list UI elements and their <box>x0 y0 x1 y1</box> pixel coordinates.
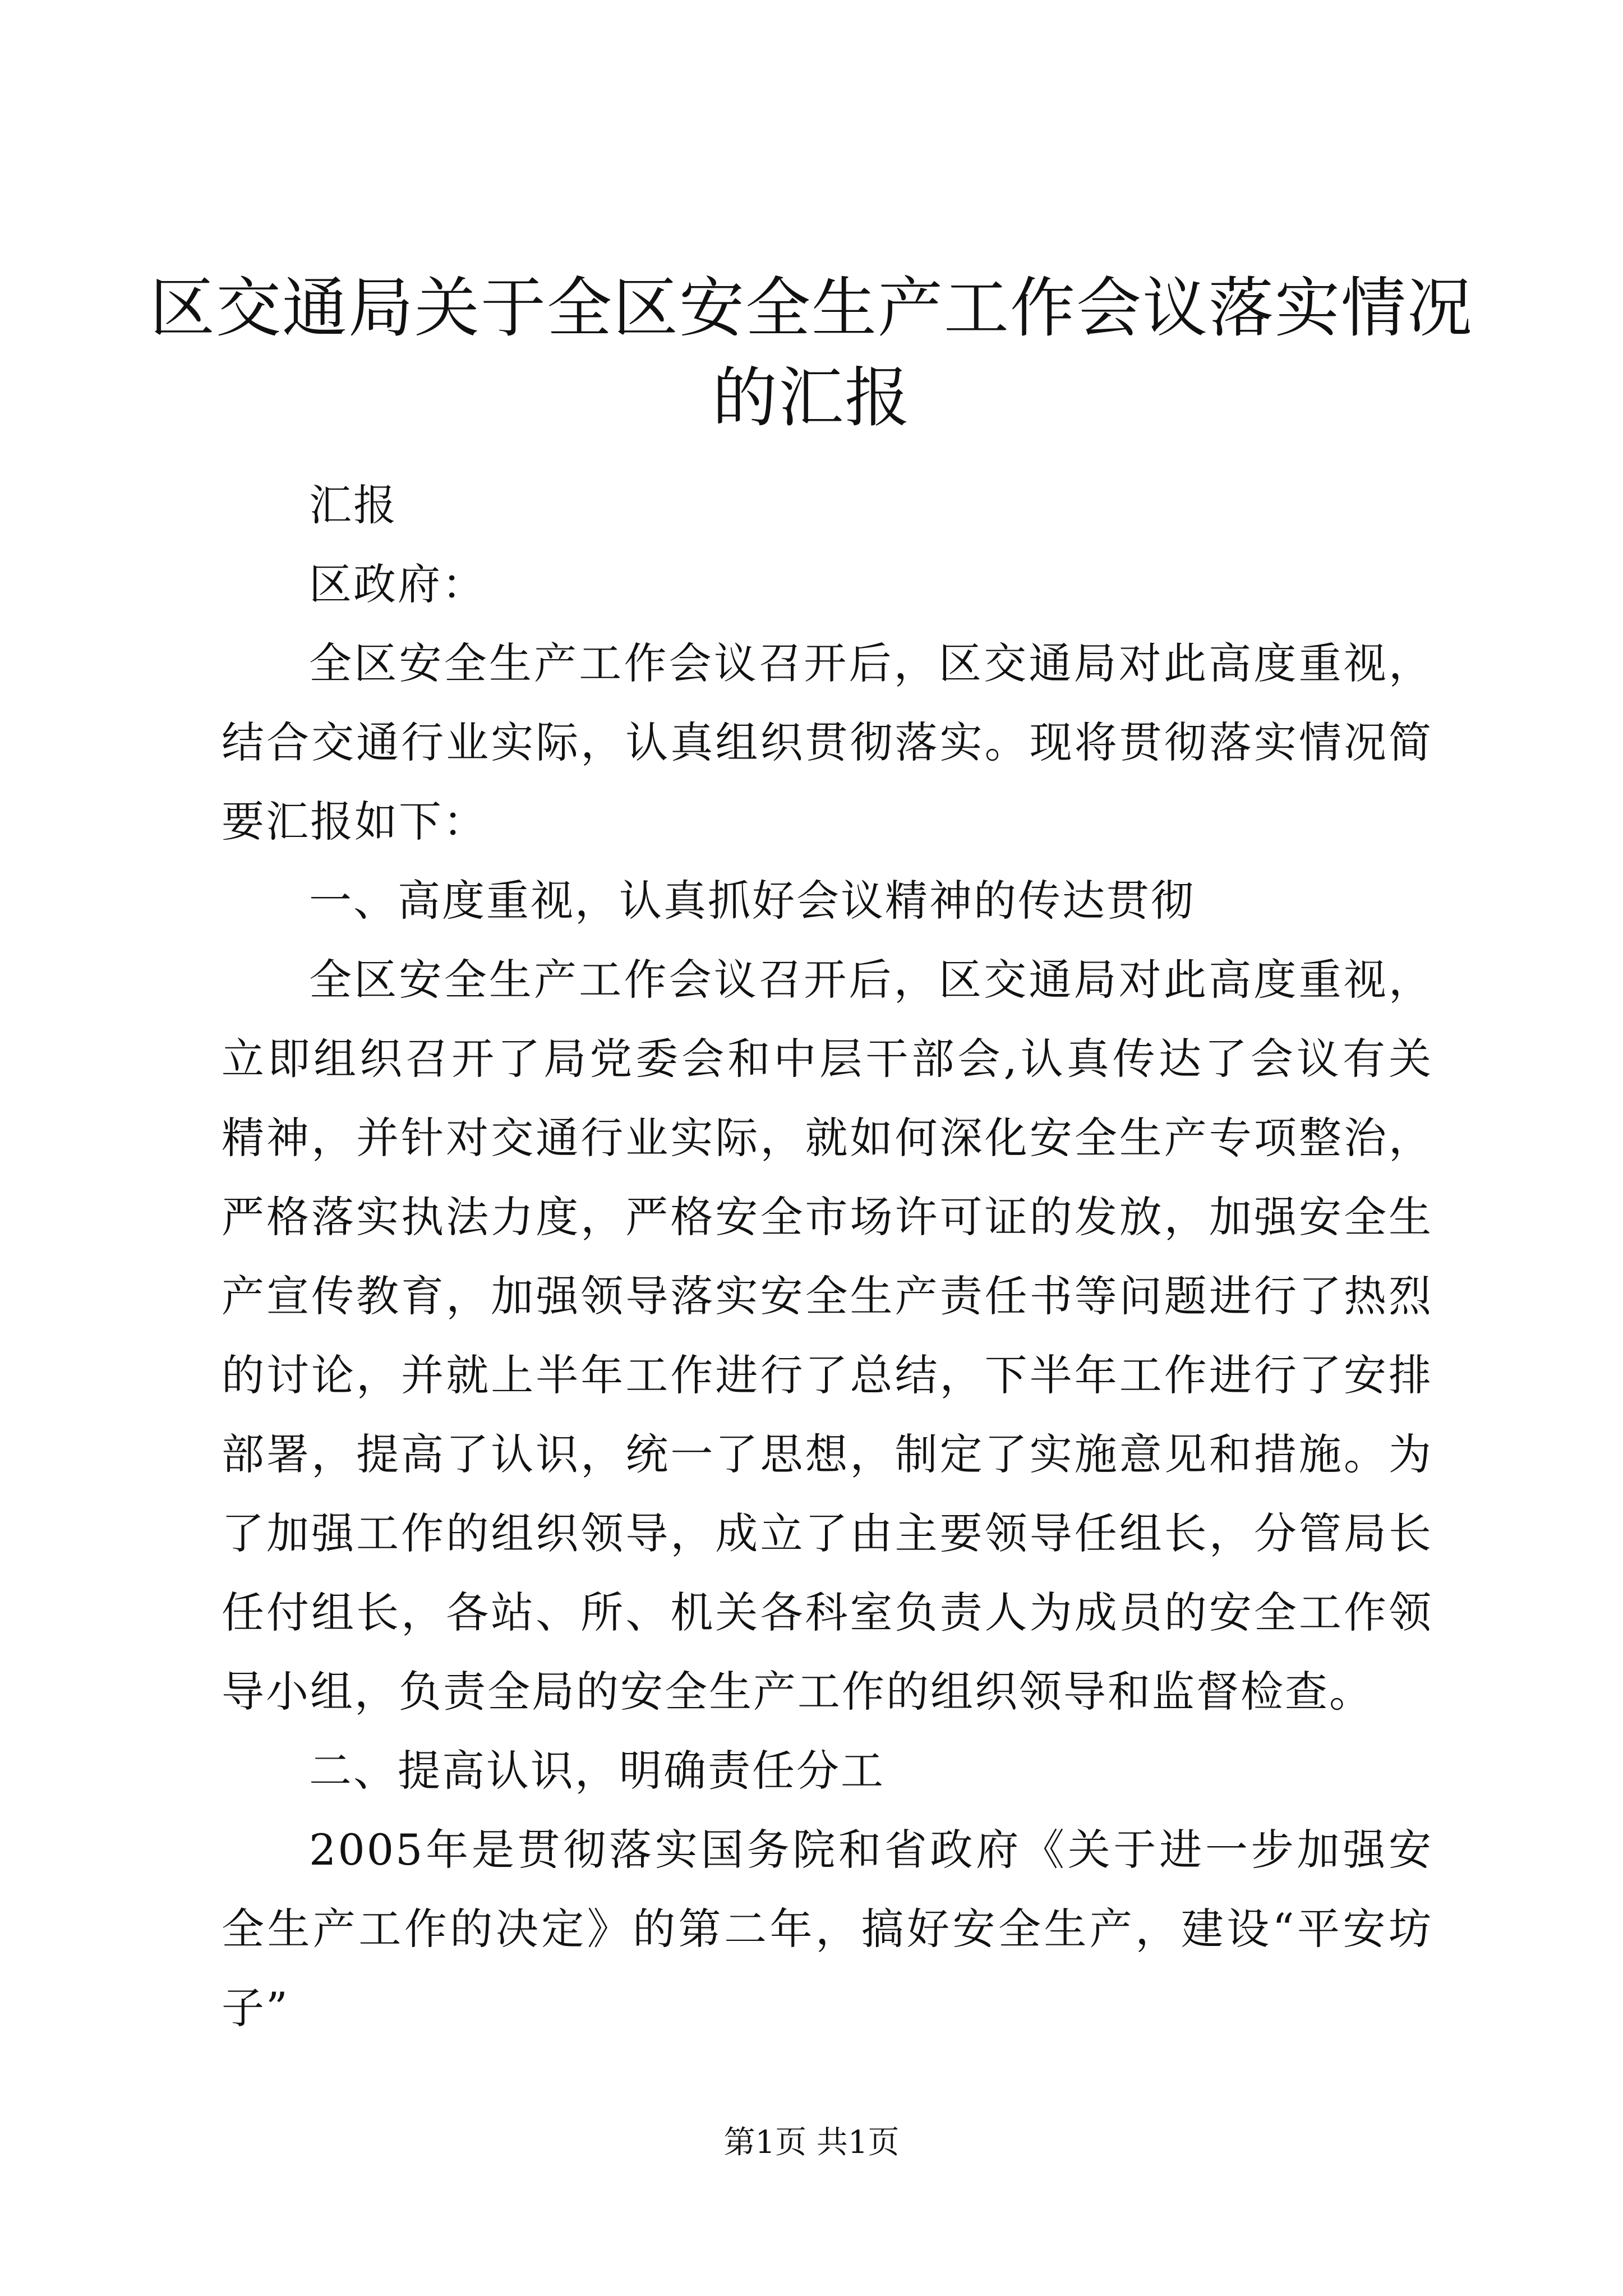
section-heading-2: 二、提高认识，明确责任分工 <box>309 1746 885 1796</box>
section-heading-1: 一、高度重视，认真抓好会议精神的传达贯彻 <box>309 876 1195 926</box>
page-footer: 第1页 共1页 <box>723 2124 900 2161</box>
paragraph-intro: 全区安全生产工作会议召开后，区交通局对此高度重视，结合交通行业实际，认真组织贯彻落实。现将贯彻落实情况简要汇报如下： <box>222 638 1433 846</box>
title-line-1: 区交通局关于全区安全生产工作会议落实情况 <box>150 270 1473 346</box>
document-body <box>222 466 1433 2047</box>
paragraph-section-1: 全区安全生产工作会议召开后，区交通局对此高度重视，立即组织召开了局党委会和中层干部会,认真传达了会议有关精神，并针对交通行业实际，就如何深化安全生产专项整治，严格落实执法力度，严格安全市场许可证的发放，加强安全生产宣传教育，加强领导落实安全生产责任书等问题进行了热烈的讨论，并就上半年工作进行了总结，下半年工作进行了安排部署，提高了认识，统一了思想，制定了实施意见和措施。为了加强工作的组织领导，成立了由主要领导任组长，分管局长任付组长，各站、所、机关各科室负责人为成员的安全工作领导小组，负责全局的安全生产工作的组织领导和监督检查。 <box>222 955 1433 1717</box>
document-title <box>0 264 1623 443</box>
title-line-2: 的汇报 <box>712 360 911 436</box>
paragraph-heading-report: 汇报 <box>309 480 398 530</box>
paragraph-addressee: 区政府： <box>309 559 486 609</box>
paragraph-section-2: 2005年是贯彻落实国务院和省政府《关于进一步加强安全生产工作的决定》的第二年，搞好安全生产，建设“平安坊子” <box>222 1825 1433 2033</box>
